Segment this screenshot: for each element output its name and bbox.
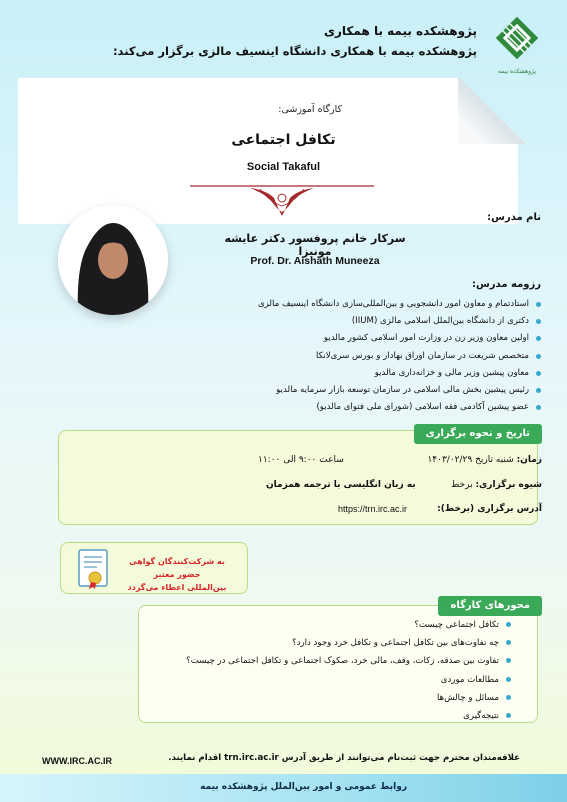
certificate-line-1: به شرکت‌کنندگان گواهی حضور معتبر xyxy=(129,557,225,579)
resume-label: رزومه مدرس: xyxy=(472,279,541,290)
method: برخط xyxy=(451,480,473,490)
resume-item: معاون پیشین وزیر مالی و خزانه‌داری مالدیو xyxy=(241,365,541,382)
instructor-photo xyxy=(58,205,168,315)
certificate-text xyxy=(117,555,237,594)
day: شنبه xyxy=(495,455,514,465)
topic-item: چه تفاوت‌های بین تکافل اجتماعی و تکافل خرد وجود دارد؟ xyxy=(121,634,511,652)
certificate-box xyxy=(60,542,248,594)
logo-caption: پژوهشکده بیمه xyxy=(497,68,537,75)
resume-item: اولین معاون وزیر زن در وزارت امور اسلامی کشور مالدیو xyxy=(241,330,541,347)
footer-bar xyxy=(0,774,567,802)
topics-tab: محورهای کارگاه xyxy=(438,596,542,616)
website-link[interactable]: WWW.IRC.AC.IR xyxy=(42,756,112,766)
schedule-method-row xyxy=(451,480,542,490)
topic-item: تفاوت بین صدقه، زکات، وقف، مالی خرد، صکوک اجتماعی و تکافل اجتماعی در چیست؟ xyxy=(121,652,511,670)
institute-logo xyxy=(495,14,539,76)
address-label: آدرس برگزاری (برخط): xyxy=(437,504,542,514)
date: ۱۴۰۳/۰۲/۲۹ xyxy=(427,455,473,465)
portrait-image xyxy=(58,205,168,315)
schedule-hours: ساعت ۹:۰۰ الی ۱۱:۰۰ xyxy=(258,455,344,465)
resume-item: متخصص شریعت در سازمان اوراق بهادار و بورس سری‌لانکا xyxy=(241,348,541,365)
workshop-title-en: Social Takaful xyxy=(246,161,321,173)
certificate-icon xyxy=(75,548,111,590)
topic-item: نتیجه‌گیری xyxy=(121,707,511,725)
resume-item: دکتری از دانشگاه بین‌الملل اسلامی مالزی (IIUM) xyxy=(241,313,541,330)
resume-item: عضو پیشین آکادمی فقه اسلامی (شورای ملی فتوای مالدیو) xyxy=(241,399,541,416)
topic-item: تکافل اجتماعی چیست؟ xyxy=(121,616,511,634)
resume-item: رئیس پیشین بخش مالی اسلامی در سازمان توسعه بازار سرمایه مالدیو xyxy=(241,382,541,399)
schedule-address-row xyxy=(437,504,542,514)
workshop-title-fa: تکافل اجتماعی xyxy=(231,132,336,148)
resume-list xyxy=(241,296,541,416)
header xyxy=(40,24,477,58)
instructor-label: نام مدرس: xyxy=(487,212,541,223)
schedule-tab: تاریخ و نحوه برگزاری xyxy=(414,424,542,444)
instructor-name-en: Prof. Dr. Aishath Muneeza xyxy=(250,255,380,267)
workshop-label: کارگاه آموزشی: xyxy=(278,104,342,115)
time-label: زمان: xyxy=(516,455,542,465)
schedule-time-row xyxy=(427,455,542,465)
certificate-line-2: بین‌المللی اعطاء می‌گردد xyxy=(127,583,227,592)
schedule-language xyxy=(266,480,416,490)
instructor-name-fa: سرکار خانم پروفسور دکتر عایشه مونیزا xyxy=(224,232,406,258)
header-line-2: پژوهشکده بیمه با همکاری دانشگاه اینسیف مالزی برگزار می‌کند: xyxy=(112,44,477,58)
topic-item: مسائل و چالش‌ها xyxy=(121,689,511,707)
footer-text: روابط عمومی و امور بین‌الملل پژوهشکده بیمه xyxy=(200,782,407,792)
header-line-1: پژوهشکده بیمه با همکاری xyxy=(324,24,477,38)
language-text: به زبان انگلیسی با ترجمه همزمان xyxy=(266,480,416,490)
registration-note: علاقه‌مندان محترم جهت ثبت‌نام می‌توانند از طریق آدرس trn.irc.ac.ir اقدام نمایند. xyxy=(168,753,520,763)
logo-emblem-icon xyxy=(495,14,539,62)
topics-list xyxy=(121,616,511,725)
address-link[interactable]: https://trn.irc.ac.ir xyxy=(338,504,408,514)
date-label: تاریخ xyxy=(475,455,494,465)
resume-item: استادتمام و معاون امور دانشجویی و بین‌المللی‌سازی دانشگاه اینسیف مالزی xyxy=(241,296,541,313)
topic-item: مطالعات موردی xyxy=(121,671,511,689)
ornament-divider xyxy=(190,180,374,220)
method-label: شیوه برگزاری: xyxy=(475,480,542,490)
